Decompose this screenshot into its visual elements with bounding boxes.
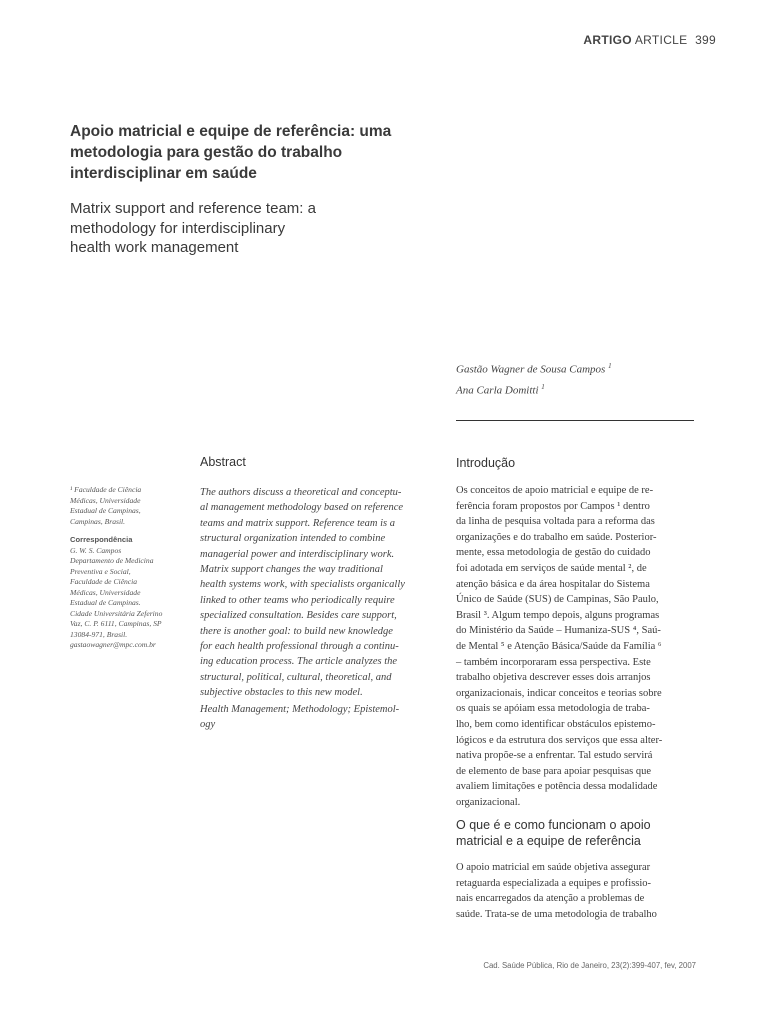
intro-line: ferência foram propostos por Campos ¹ dentro [456,500,650,512]
intro-line: atenção básica e da área hospitalar do Sistema [456,578,650,590]
intro-line: trabalho objetiva descrever esses dois arranjos [456,672,651,684]
intro-line: Brasil ³. Algum tempo depois, alguns programas [456,609,660,621]
title-portuguese [70,121,430,184]
intro-line: Único de Saúde (SUS) de Campinas, São Paulo, [456,594,659,606]
title-en-line: Matrix support and reference team: a [70,200,316,217]
abstract-body [200,485,440,701]
affiliation-line: ¹ Faculdade de Ciência [70,485,142,494]
author-affiliation-mark: 1 [608,362,612,370]
correspondence-email: gastaowagner@mpc.com.br [70,640,156,649]
intro-line: do Ministério da Saúde – Humaniza-SUS ⁴, Saú- [456,625,661,637]
intro-line: Os conceitos de apoio matricial e equipe de re- [456,485,654,496]
title-pt-line: interdisciplinar em saúde [70,165,257,182]
subsection-line: O apoio matricial em saúde objetiva assegurar [456,862,651,873]
abstract-line: specialized consultation. Besides care support, [200,610,397,622]
introduction-heading: Introdução [456,456,516,470]
abstract-heading: Abstract [200,455,246,469]
title-pt-line: metodologia para gestão do trabalho [70,144,343,161]
affiliation-line: Estadual de Campinas, [70,506,141,515]
abstract-line: managerial power and interdisciplinary work. [200,548,395,560]
keywords-line: Health Management; Methodology; Epistemol- [200,704,400,715]
subsection-heading [456,817,696,849]
abstract-line: structural, political, cultural, theoretical, and [200,671,392,683]
abstract-line: al management methodology based on reference [200,502,404,514]
correspondence-line: Médicas, Universidade [70,587,141,597]
affiliation-line: Médicas, Universidade [70,495,141,505]
correspondence-line: 13084-971, Brasil. [70,629,128,639]
correspondence-line: G. W. S. Campos [70,545,122,555]
intro-line: os quais se apóiam essa metodologia de traba- [456,703,650,715]
correspondence-line: Faculdade de Ciência [70,577,138,586]
title-english [70,199,390,258]
abstract-line: teams and matrix support. Reference team is a [200,517,395,529]
section-label-article: ARTICLE [634,33,688,47]
abstract-line: there is another goal: to build new knowledge [200,625,393,637]
keywords [200,702,440,733]
intro-line: foi adotada em serviços de saúde mental ², de [456,562,647,574]
intro-line: lho, bem como identificar obstáculos epistemo- [456,718,656,730]
abstract-line: structural organization intended to combine [200,533,386,545]
author-name: Ana Carla Domitti [456,384,539,397]
running-header [583,33,716,47]
intro-line: nativa propõe-se a enfrentar. Tal estudo servirá [456,750,653,762]
correspondence-line: Preventiva e Social, [70,566,131,576]
author-name: Gastão Wagner de Sousa Campos [456,363,606,376]
correspondence-line: Cidade Universitária Zeferino [70,608,163,618]
intro-line: organizacional. [456,796,521,808]
intro-line: avaliem limitações e potência dessa modalidade [456,781,658,793]
subsection-line: nais encarregados da atenção a problemas de [456,893,645,905]
affiliation-line: Campinas, Brasil. [70,516,126,526]
correspondence-line: Departamento de Medicina [70,556,154,565]
intro-line: organizações e do trabalho em saúde. Posterior- [456,531,657,543]
correspondence-line: Estadual de Campinas. [70,598,141,607]
intro-line: organizacionais, indicar conceitos e teorias sobre [456,687,662,699]
intro-line: lógicos e da estrutura dos serviços que essa alter- [456,734,663,746]
subsection-line: saúde. Trata-se de uma metodologia de trabalho [456,908,657,920]
section-label-artigo: ARTIGO [583,33,632,47]
abstract-line: linked to other teams who periodically require [200,594,395,606]
abstract-line: subjective obstacles to this new model. [200,687,363,699]
subsection-heading-line: O que é e como funcionam o apoio [456,818,651,832]
subsection-heading-line: matricial e a equipe de referência [456,834,641,848]
subsection-body [456,860,696,922]
author-list [456,358,716,399]
intro-line: de elemento de base para apoiar pesquisas que [456,765,652,777]
title-pt-line: Apoio matricial e equipe de referência: uma [70,123,392,140]
abstract-line: Matrix support changes the way traditional [200,564,383,576]
affiliation-notes [70,485,188,651]
intro-line: – também incorporaram essa perspectiva. Este [456,656,651,668]
title-en-line: methodology for interdisciplinary [70,219,286,237]
abstract-line: health systems work, with specialists organically [200,579,405,591]
keywords-line: ogy [200,719,216,731]
authors-divider [456,420,694,421]
author-affiliation-mark: 1 [541,382,545,391]
abstract-line: The authors discuss a theoretical and conceptu- [200,487,402,498]
intro-line: mente, essa metodologia de gestão do cuidado [456,547,651,559]
page-number: 399 [695,33,716,47]
title-en-line: health work management [70,239,239,256]
correspondence-label: Correspondência [70,535,133,544]
introduction-body [456,483,696,810]
author-entry [456,379,716,400]
abstract-line: for each health professional through a continu- [200,641,399,653]
intro-line: da linha de pesquisa voltada para a reforma das [456,516,655,528]
intro-line: de Mental ⁵ e Atenção Básica/Saúde da Família ⁶ [456,640,662,652]
journal-citation-footer: Cad. Saúde Pública, Rio de Janeiro, 23(2):399-407, fev, 2007 [483,961,696,970]
correspondence-line: Vaz, C. P. 6111, Campinas, SP [70,619,162,628]
abstract-line: ing education process. The article analyzes the [200,656,398,668]
author-entry [456,358,716,379]
subsection-line: retaguarda especializada a equipes e profissio- [456,877,652,889]
